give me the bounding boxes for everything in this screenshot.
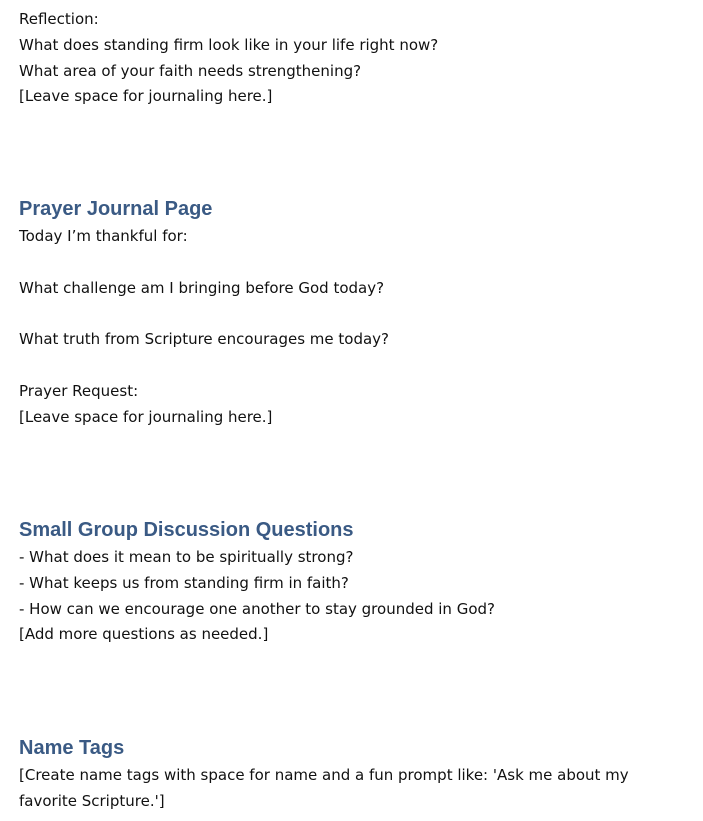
name-tags-instructions: [Create name tags with space for name and a fun prompt like: 'Ask me about my favorite Scripture.'] — [19, 766, 629, 810]
reflection-question: What area of your faith needs strengthening? — [19, 61, 362, 80]
truth-prompt: What truth from Scripture encourages me today? — [19, 330, 389, 349]
reflection-question: What does standing firm look like in your life right now? — [19, 35, 439, 54]
discussion-question: - How can we encourage one another to stay grounded in God? — [19, 599, 495, 618]
name-tags-heading: Name Tags — [19, 737, 125, 759]
reflection-journaling-note: [Leave space for journaling here.] — [19, 87, 273, 106]
prayer-journal-section — [19, 196, 389, 430]
add-questions-note: [Add more questions as needed.] — [19, 625, 269, 644]
reflection-section — [19, 7, 438, 110]
small-group-section — [19, 517, 495, 648]
discussion-question: - What does it mean to be spiritually strong? — [19, 548, 354, 566]
small-group-heading: Small Group Discussion Questions — [19, 519, 354, 541]
challenge-prompt: What challenge am I bringing before God today? — [19, 278, 385, 297]
prayer-request-prompt: Prayer Request: — [19, 381, 139, 400]
thankful-prompt: Today I’m thankful for: — [19, 227, 188, 245]
reflection-label: Reflection: — [19, 10, 99, 28]
prayer-journal-heading: Prayer Journal Page — [19, 198, 213, 220]
prayer-journaling-note: [Leave space for journaling here.] — [19, 407, 273, 426]
blank-line — [19, 353, 389, 379]
blank-line — [19, 301, 389, 327]
blank-line — [19, 250, 389, 276]
discussion-question: - What keeps us from standing firm in faith? — [19, 573, 349, 592]
name-tags-section — [19, 735, 689, 815]
